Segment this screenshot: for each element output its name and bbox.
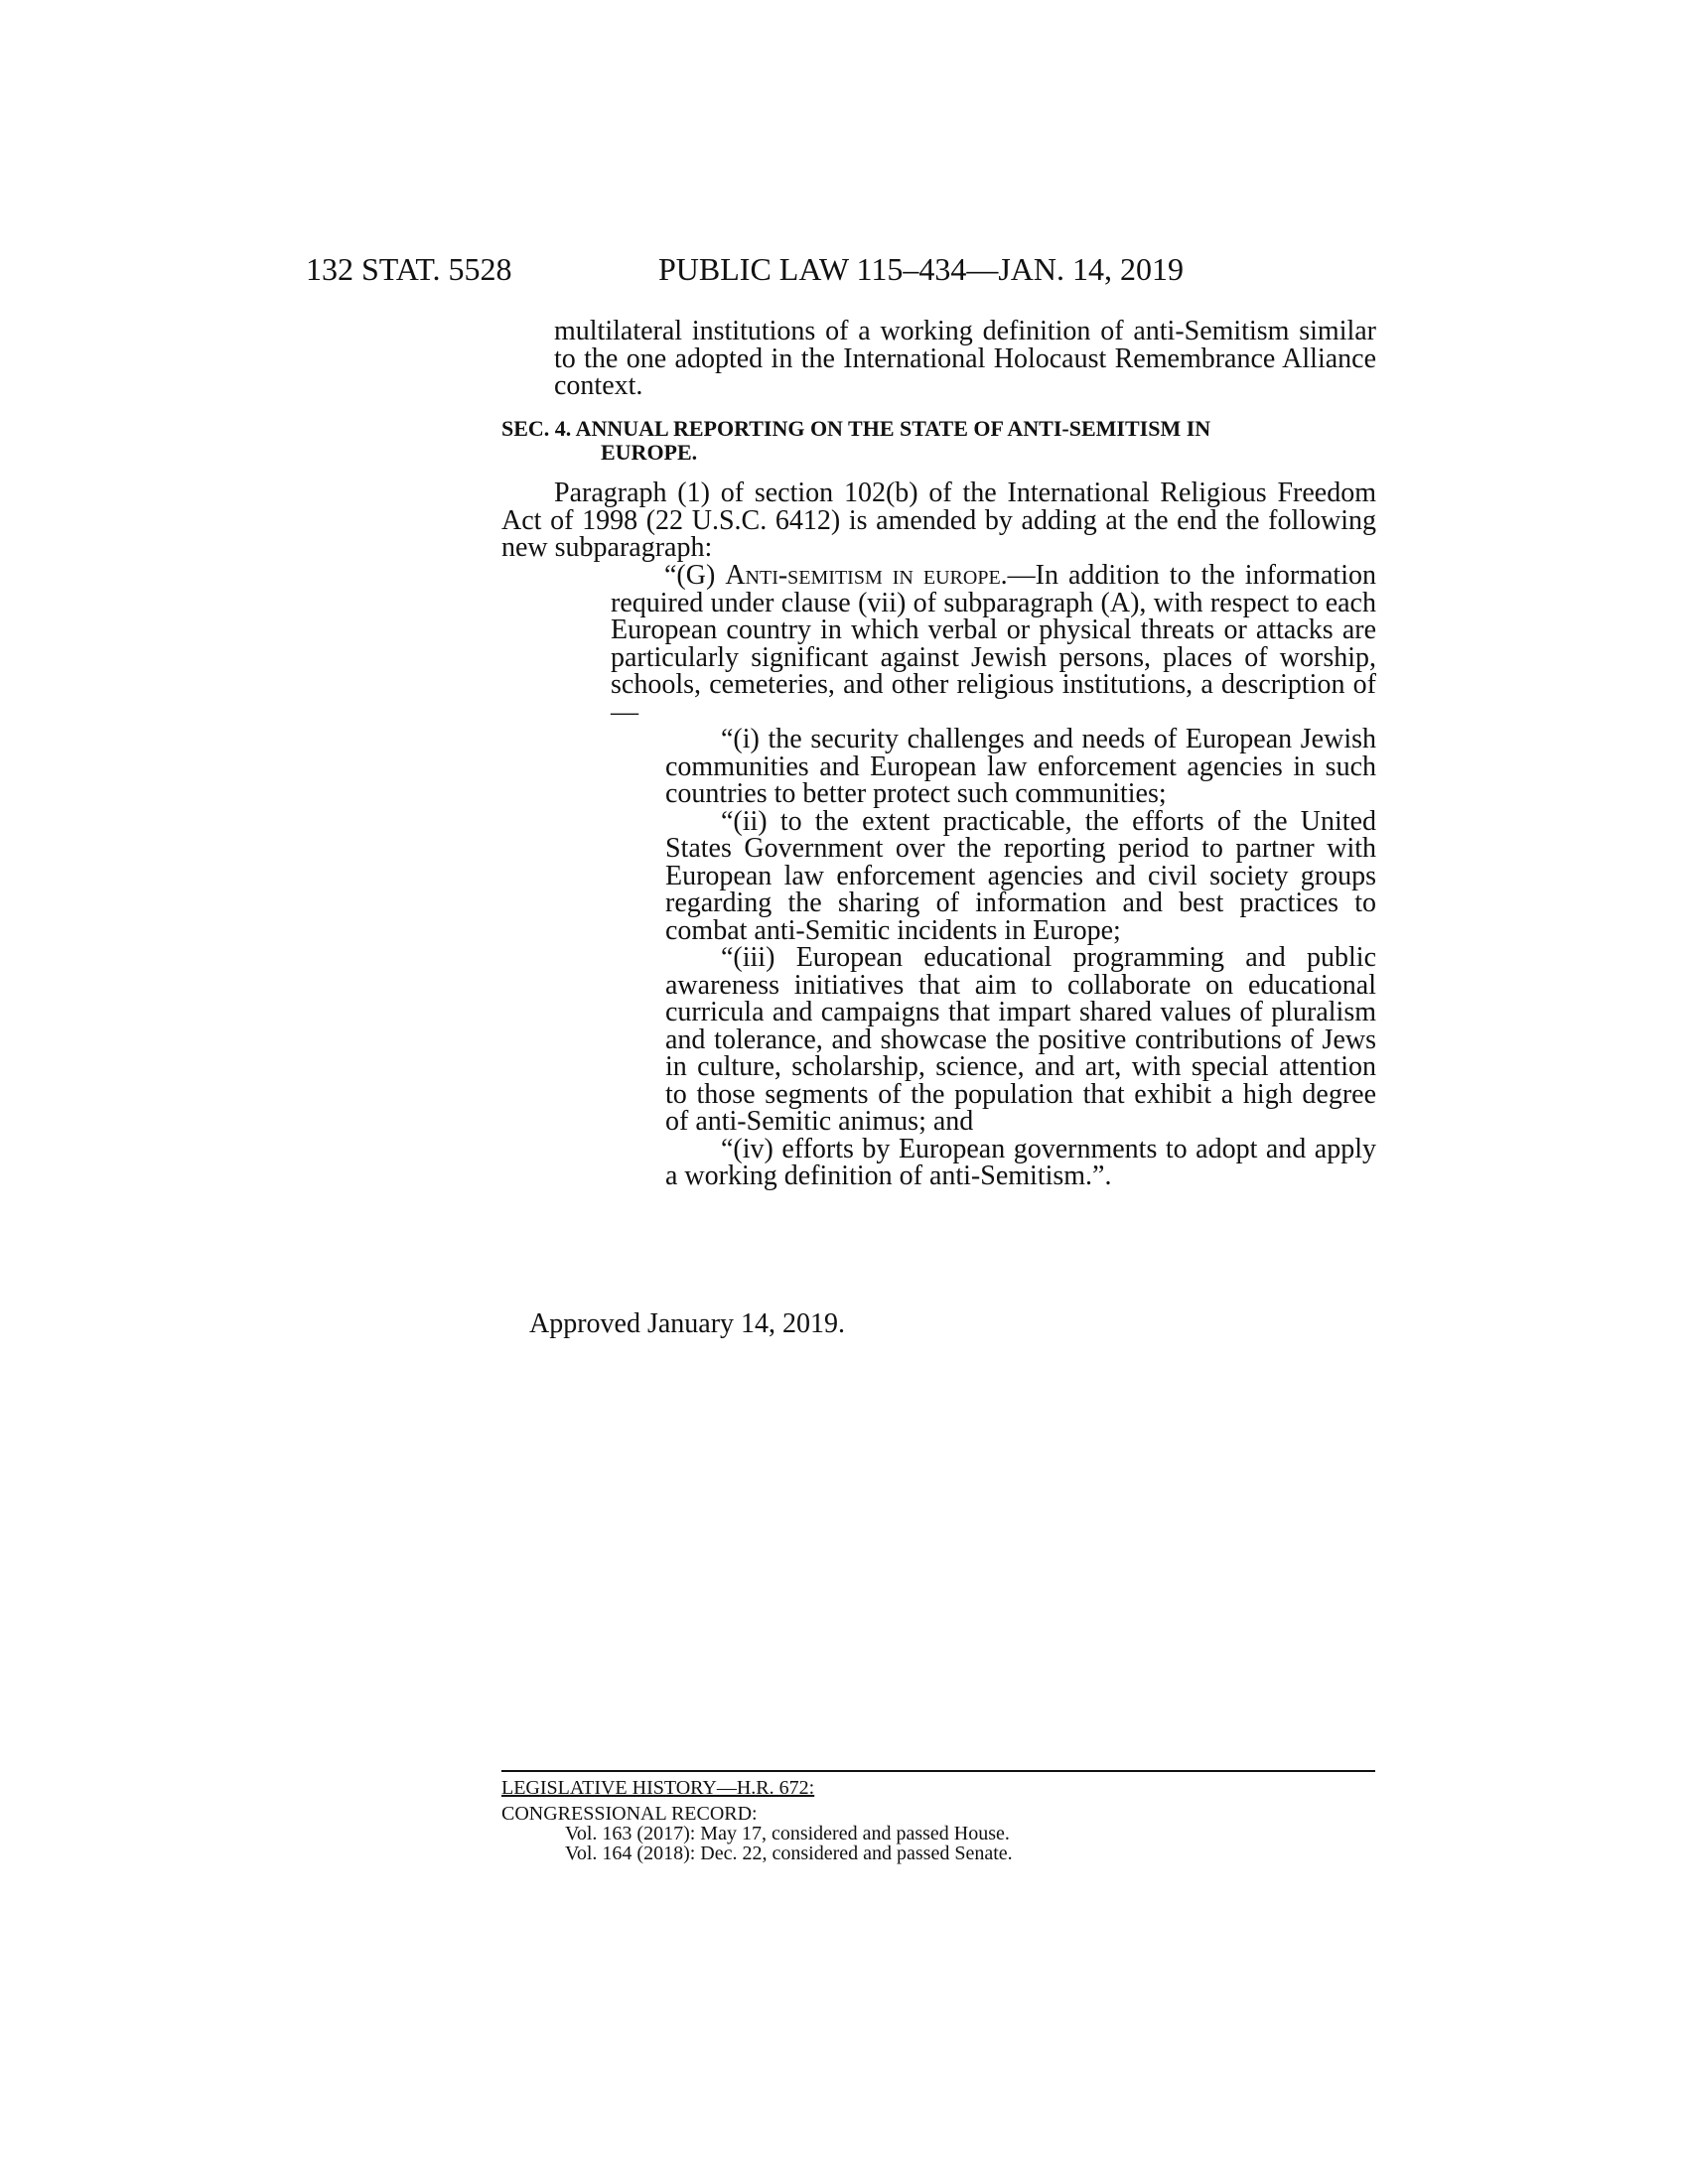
subparagraph-g-body: In addition to the information required under clause (vii) of subparagraph (A), with respect to each European country in which verbal or physical threats or attacks are particularly significant against Jewish persons, places of worship, schools, cemeteries, and other religious institutions, a description of— [611,560,1376,728]
record-entry-senate: Vol. 164 (2018): Dec. 22, considered and passed Senate. [565,1843,1013,1864]
subparagraph-g [611,562,1376,726]
footnote-divider [501,1770,1375,1772]
legislative-history-heading: LEGISLATIVE HISTORY—H.R. 672: [501,1777,815,1799]
subparagraph-g-designation: “(G) [664,560,726,591]
stat-citation: 132 STAT. 5528 [306,251,512,287]
clause-iv: “(iv) efforts by European governments to adopt and apply a working definition of anti-Semitism.”. [665,1133,1376,1191]
continuation-paragraph: multilateral institutions of a working definition of anti-Semitism similar to the one adopted in the International Holocaust Remembrance Alliance context. [554,316,1376,401]
approval-line: Approved January 14, 2019. [529,1308,846,1339]
subparagraph-g-text [611,562,1376,726]
clause-iii: “(iii) European educational programming and public awareness initiatives that aim to collaborate on educational curricula and campaigns that impart shared values of pluralism and tolerance, and showcase the positive contributions of Jews in culture, scholarship, science, and art, with special attention to those segments of the population that exhibit a high degree of anti-Semitic animus; and [665,942,1376,1137]
congressional-record-label: CONGRESSIONAL RECORD: [501,1803,758,1825]
section-heading [501,417,1376,465]
section-heading-line1: SEC. 4. ANNUAL REPORTING ON THE STATE OF ANTI-SEMITISM IN [501,416,1211,441]
subparagraph-g-caption-suffix: .— [1000,560,1036,591]
clause-ii: “(ii) to the extent practicable, the efforts of the United States Government over the reporting period to partner with European law enforcement agencies and civil society groups regarding the sharing of information and best practices to combat anti-Semitic incidents in Europe; [665,805,1376,946]
clause-i: “(i) the security challenges and needs of European Jewish communities and European law enforcement agencies in such countries to better protect such communities; [665,724,1376,809]
amending-paragraph-text: Paragraph (1) of section 102(b) of the International Religious Freedom Act of 1998 (22 U.S.C. 6412) is amended by adding at the end the following new subparagraph: [501,478,1376,563]
clause-list [665,726,1376,1190]
record-entry-house: Vol. 163 (2017): May 17, considered and passed House. [565,1823,1010,1844]
section-heading-line2: EUROPE. [601,440,698,465]
subparagraph-g-caption: Anti-semitism in europe [725,560,1001,591]
amending-paragraph [501,479,1376,562]
law-title: PUBLIC LAW 115–434—JAN. 14, 2019 [658,251,1184,287]
legislative-history [501,1778,1375,1863]
